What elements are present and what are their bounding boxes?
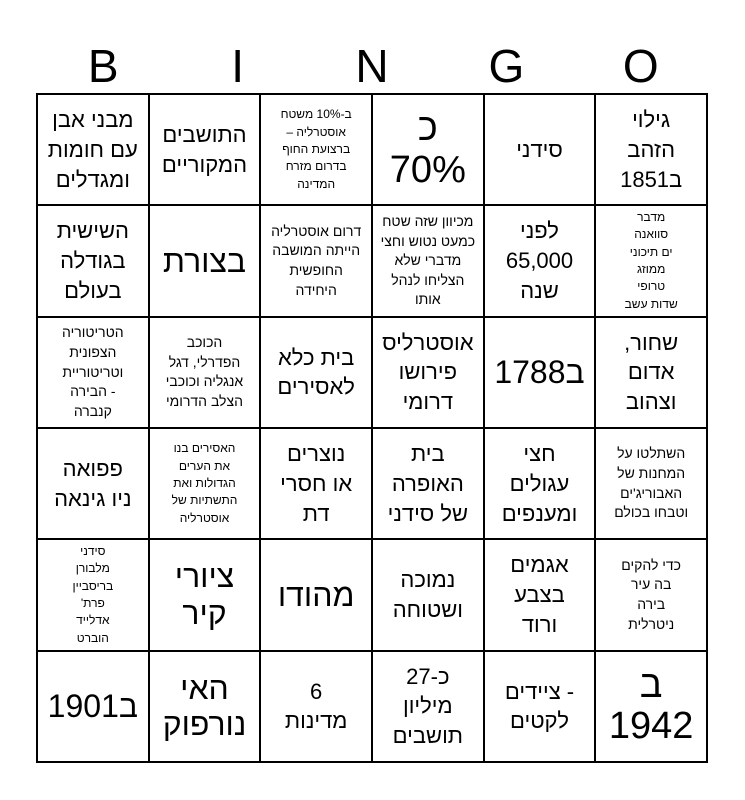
cell-text: נמוכה ושטוחה — [392, 567, 463, 622]
bingo-cell[interactable] — [260, 539, 372, 650]
cell-text: - ציידים לקטים — [504, 678, 575, 734]
cell-text: ב 1942 — [608, 663, 694, 748]
bingo-cell[interactable] — [149, 317, 261, 428]
bingo-header — [36, 38, 708, 94]
bingo-cell[interactable] — [372, 428, 484, 539]
bingo-cell[interactable] — [484, 539, 596, 650]
bingo-cell[interactable] — [484, 651, 596, 762]
cell-text: התושבים המקוריים — [161, 121, 248, 177]
header-letter-n: N — [355, 40, 389, 92]
cell-text: הכוכב הפדרלי, דגל אנגליה וכוכבי הצלב הדרומי — [165, 334, 244, 409]
bingo-cell[interactable] — [595, 205, 707, 316]
cell-text: ציורי קיר — [174, 558, 235, 631]
header-letter-g: G — [488, 40, 525, 92]
bingo-cell[interactable] — [37, 428, 149, 539]
header-letter-o: O — [622, 40, 659, 92]
bingo-board — [36, 93, 708, 763]
bingo-cell[interactable] — [260, 428, 372, 539]
cell-text: לפני 65,000 שנה — [505, 218, 574, 303]
bingo-cell[interactable] — [595, 317, 707, 428]
bingo-cell[interactable] — [149, 94, 261, 205]
bingo-cell[interactable] — [484, 428, 596, 539]
bingo-cell[interactable] — [260, 651, 372, 762]
cell-text: אוסטרליס פירושו דרומי — [382, 329, 474, 415]
cell-text: דרום אוסטרליה הייתה המושבה החופשית היחידה — [271, 222, 362, 298]
cell-text: האי נורפוק — [162, 669, 247, 743]
bingo-cell[interactable] — [37, 94, 149, 205]
cell-text: מכיוון שזה שטח כמעט נטוש וחצי מדברי שלא הצליחו לנהל אותו — [380, 213, 476, 308]
cell-text: כ-27 מיליון תושבים — [392, 663, 463, 749]
cell-text: מהודו — [277, 576, 355, 613]
bingo-cell[interactable] — [372, 651, 484, 762]
bingo-cell[interactable] — [595, 651, 707, 762]
cell-text: 6 מדינות — [284, 678, 348, 734]
bingo-cell[interactable] — [484, 317, 596, 428]
cell-text: ב-10% משטח אוסטרליה – ברצועת החוף בדרום מזרח המדינה — [280, 107, 352, 191]
cell-text: ב1788 — [494, 353, 585, 390]
cell-text: שחור, אדום וצהוב — [624, 329, 679, 415]
bingo-cell[interactable] — [260, 94, 372, 205]
bingo-cell[interactable] — [260, 317, 372, 428]
bingo-cell[interactable] — [595, 539, 707, 650]
cell-text: בית כלא לאסירים — [277, 344, 355, 400]
cell-text: סידני — [516, 136, 563, 162]
bingo-cell[interactable] — [484, 205, 596, 316]
cell-text: מדבר סוואנה ים תיכוני ממוזג טרופי שדות עשב — [624, 209, 678, 311]
cell-text: גילוי הזהב ב1851 — [620, 107, 683, 192]
bingo-cell[interactable] — [37, 539, 149, 650]
bingo-cell[interactable] — [37, 205, 149, 316]
bingo-cell[interactable] — [372, 205, 484, 316]
cell-text: בית האופרה של סידני — [387, 441, 469, 526]
bingo-cell[interactable] — [149, 539, 261, 650]
bingo-cell[interactable] — [260, 205, 372, 316]
header-letter-b: B — [87, 40, 119, 92]
cell-text: סידני מלבורן בריסביין פרת' אדלייד הוברט — [72, 543, 114, 645]
cell-text: פפואה ניו גינאה — [54, 455, 132, 511]
bingo-cell[interactable] — [595, 428, 707, 539]
bingo-cell[interactable] — [595, 94, 707, 205]
bingo-cell[interactable] — [372, 317, 484, 428]
bingo-cell[interactable] — [372, 94, 484, 205]
cell-text: השתלטו על המחנות של האבוריג'ים וטבחו בכולם — [614, 445, 689, 521]
cell-text: כדי להקים בה עיר בירה ניטרלית — [621, 556, 682, 632]
bingo-cell[interactable] — [37, 651, 149, 762]
cell-text: אגמים בצבע ורוד — [510, 552, 569, 637]
cell-text: מבני אבן עם חומות ומגדלים — [47, 107, 138, 192]
cell-text: הטריטוריה הצפונית וטריטוריית - הבירה קנברה — [62, 324, 124, 419]
bingo-cell[interactable] — [149, 428, 261, 539]
cell-text: האסירים בנו את הערים הגדולות ואת התשתיות של אוסטרליה — [171, 441, 238, 525]
cell-text: כ 70% — [389, 106, 466, 191]
cell-text: השישית בגודלה בעולם — [56, 218, 129, 303]
header-letter-i: I — [231, 40, 244, 92]
cell-text: חצי עגולים ומענפים — [501, 441, 578, 526]
cell-text: ב1901 — [47, 687, 138, 724]
cell-text: בצורת — [162, 242, 247, 279]
bingo-cell[interactable] — [372, 539, 484, 650]
bingo-cell[interactable] — [484, 94, 596, 205]
bingo-cell[interactable] — [149, 205, 261, 316]
bingo-cell[interactable] — [149, 651, 261, 762]
cell-text: נוצרים או חסרי דת — [280, 441, 353, 526]
bingo-cell[interactable] — [37, 317, 149, 428]
